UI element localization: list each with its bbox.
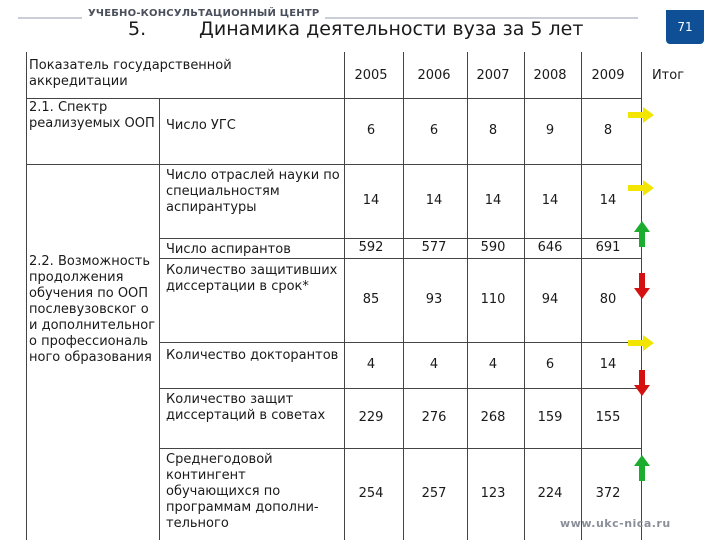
table-cell-value: 372 xyxy=(595,486,621,501)
arrow-right-icon xyxy=(628,107,654,123)
grid-line xyxy=(159,258,641,259)
table-cell-value: 4 xyxy=(488,357,498,372)
year-header: 2007 xyxy=(476,68,510,83)
table-cell-value: 14 xyxy=(599,193,617,208)
grid-line xyxy=(581,52,582,540)
table-cell-value: 14 xyxy=(599,357,617,372)
table-cell-value: 14 xyxy=(425,193,443,208)
table-cell-value: 590 xyxy=(480,240,506,255)
arrow-down-icon xyxy=(634,370,650,396)
table-cell-value: 85 xyxy=(362,292,380,307)
table-cell-value: 4 xyxy=(429,357,439,372)
arrow-down-icon xyxy=(634,273,650,299)
table-cell-value: 80 xyxy=(599,292,617,307)
indicator-label: Число УГС xyxy=(166,118,236,133)
table-cell-value: 646 xyxy=(537,240,563,255)
year-header: 2005 xyxy=(354,68,388,83)
slide-number-badge: 71 xyxy=(666,10,704,44)
table-cell-value: 691 xyxy=(595,240,621,255)
grid-line xyxy=(26,52,27,540)
table-cell-value: 14 xyxy=(541,193,559,208)
grid-line xyxy=(344,52,345,540)
table-cell-value: 254 xyxy=(358,486,384,501)
arrow-right-icon xyxy=(628,180,654,196)
indicator-label: Число аспирантов xyxy=(166,242,291,257)
total-header: Итог xyxy=(651,68,685,83)
indicator-label: Количество защитивших диссертации в срок* xyxy=(166,263,338,294)
table-cell-value: 4 xyxy=(366,357,376,372)
table-cell-value: 8 xyxy=(603,123,613,138)
grid-line xyxy=(26,98,641,99)
group-label: 2.2. Возможность продолжения обучения по ООП послевузовског о и дополнительног о профессиональ ного образования xyxy=(29,254,156,365)
table-cell-value: 257 xyxy=(421,486,447,501)
indicator-label: Число отраслей науки по специальностям аспирантуры xyxy=(166,168,340,215)
table-cell-value: 592 xyxy=(358,240,384,255)
year-header: 2006 xyxy=(417,68,451,83)
grid-line xyxy=(26,164,641,165)
group-label: 2.1. Спектр реализуемых ООП xyxy=(29,100,155,131)
table-cell-value: 9 xyxy=(545,123,555,138)
table-cell-value: 268 xyxy=(480,410,506,425)
grid-line xyxy=(159,238,641,239)
table-cell-value: 110 xyxy=(480,292,506,307)
table-cell-value: 229 xyxy=(358,410,384,425)
grid-line xyxy=(159,342,641,343)
page-title: Динамика деятельности вуза за 5 лет xyxy=(199,18,584,40)
table-cell-value: 155 xyxy=(595,410,621,425)
org-name: УЧЕБНО-КОНСУЛЬТАЦИОННЫЙ ЦЕНТР xyxy=(82,8,325,19)
indicator-label: Среднегодовой контингент обучающихся по программам дополни-тельного xyxy=(166,452,319,531)
table-cell-value: 123 xyxy=(480,486,506,501)
grid-line xyxy=(159,98,160,540)
brand-url: www.ukc-nica.ru xyxy=(560,517,671,530)
indicators-table xyxy=(26,52,685,540)
table-cell-value: 276 xyxy=(421,410,447,425)
table-cell-value: 93 xyxy=(425,292,443,307)
header-indicator-label: Показатель государственной аккредитации xyxy=(29,58,232,89)
grid-line xyxy=(159,448,641,449)
arrow-up-icon xyxy=(634,455,650,481)
grid-line xyxy=(403,52,404,540)
section-number: 5. xyxy=(128,18,147,40)
indicator-label: Количество защит диссертаций в советах xyxy=(166,392,326,423)
arrow-up-icon xyxy=(634,221,650,247)
table-cell-value: 159 xyxy=(537,410,563,425)
arrow-right-icon xyxy=(628,335,654,351)
table-cell-value: 224 xyxy=(537,486,563,501)
table-cell-value: 14 xyxy=(484,193,502,208)
table-cell-value: 6 xyxy=(429,123,439,138)
table-cell-value: 94 xyxy=(541,292,559,307)
table-cell-value: 577 xyxy=(421,240,447,255)
table-cell-value: 8 xyxy=(488,123,498,138)
grid-line xyxy=(159,388,641,389)
indicator-label: Количество докторантов xyxy=(166,348,339,363)
table-cell-value: 14 xyxy=(362,193,380,208)
table-cell-value: 6 xyxy=(545,357,555,372)
year-header: 2008 xyxy=(533,68,567,83)
table-cell-value: 6 xyxy=(366,123,376,138)
year-header: 2009 xyxy=(591,68,625,83)
